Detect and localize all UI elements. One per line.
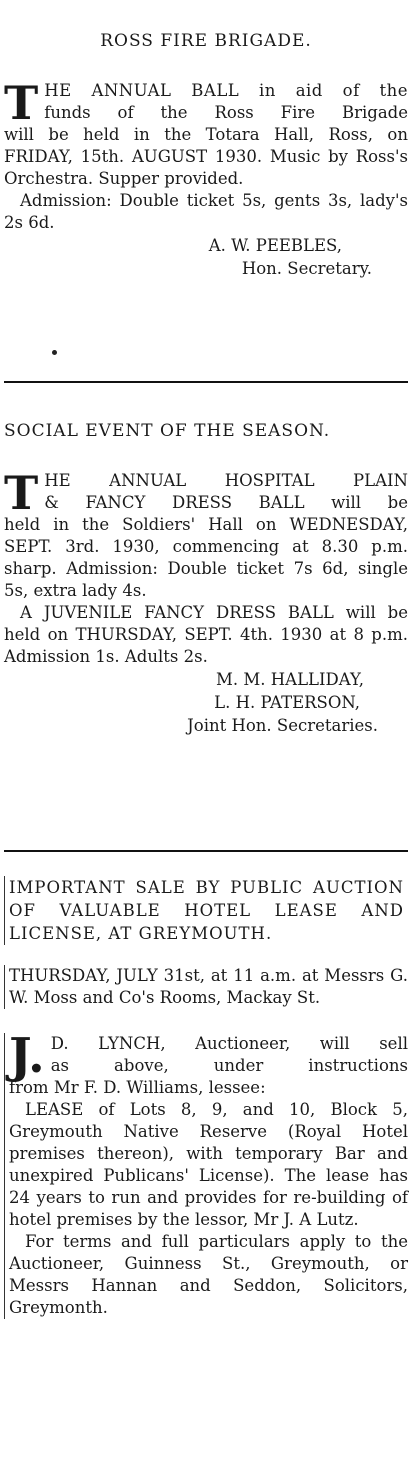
drop-cap: J. <box>9 1028 45 1084</box>
signature-block <box>4 234 408 280</box>
ad-line: as above, under instructions <box>50 1056 408 1075</box>
ad-body <box>4 1028 408 1319</box>
print-mark <box>52 350 57 355</box>
ad-line: HE ANNUAL BALL in aid of the <box>44 81 408 100</box>
drop-cap: T <box>4 76 39 130</box>
ad-text: from Mr F. D. Williams, lessee: <box>9 1078 266 1097</box>
ad-line: D. LYNCH, Auctioneer, will sell <box>50 1034 408 1053</box>
ad-body <box>4 76 408 234</box>
ad-lease: LEASE of Lots 8, 9, and 10, Block 5, Greymouth Native Reserve (Royal Hotel premises thereon), with temporary Bar and unexpired Publicans' License). The lease has 24 years to run and provides for re-building of hotel premises by the lessor, Mr J. A Lutz. <box>9 1100 408 1229</box>
ad-text: will be held in the Totara Hall, Ross, on FRIDAY, 15th. AUGUST 1930. Music by Ross's Orchestra. Supper provided. <box>4 125 408 188</box>
ad-juvenile: A JUVENILE FANCY DRESS BALL will be held on THURSDAY, SEPT. 4th. 1930 at 8 p.m. Admission 1s. Adults 2s. <box>4 603 408 666</box>
drop-cap: T <box>4 466 39 520</box>
hospital-ball-ad <box>4 420 408 737</box>
signatory-title: Joint Hon. Secretaries. <box>187 716 378 735</box>
ad-heading: SOCIAL EVENT OF THE SEASON. <box>4 421 331 441</box>
signatory-title: Hon. Secretary. <box>241 259 372 278</box>
signature-block <box>4 668 408 737</box>
ad-line: & FANCY DRESS BALL will be <box>44 493 408 512</box>
ad-terms: For terms and full particulars apply to the Auctioneer, Guinness St., Greymouth, or Messrs Hannan and Seddon, Solicitors, Greymonth. <box>9 1232 408 1317</box>
ad-body <box>4 466 408 668</box>
signatory-name: M. M. HALLIDAY, <box>216 670 364 689</box>
signatory-name: L. H. PATERSON, <box>214 693 360 712</box>
ad-admission: Admission: Double ticket 5s, gents 3s, lady's 2s 6d. <box>4 191 408 232</box>
ad-line: funds of the Ross Fire Brigade <box>44 103 408 122</box>
auction-when: THURSDAY, JULY 31st, at 11 a.m. at Messrs G. W. Moss and Co's Rooms, Mackay St. <box>4 965 408 1009</box>
column-rule <box>4 381 408 383</box>
column-rule <box>4 850 408 852</box>
ad-heading: IMPORTANT SALE BY PUBLIC AUCTION OF VALUABLE HOTEL LEASE AND LICENSE, AT GREYMOUTH. <box>4 876 408 945</box>
ad-heading: ROSS FIRE BRIGADE. <box>100 31 312 51</box>
ad-line: HE ANNUAL HOSPITAL PLAIN <box>44 471 408 490</box>
auction-ad <box>4 876 408 1319</box>
ross-fire-brigade-ad <box>4 30 408 280</box>
signatory-name: A. W. PEEBLES, <box>208 236 342 255</box>
ad-text: held in the Soldiers' Hall on WEDNESDAY, SEPT. 3rd. 1930, commencing at 8.30 p.m. sharp. Admission: Double ticket 7s 6d, single 5s, extra lady 4s. <box>4 515 408 600</box>
